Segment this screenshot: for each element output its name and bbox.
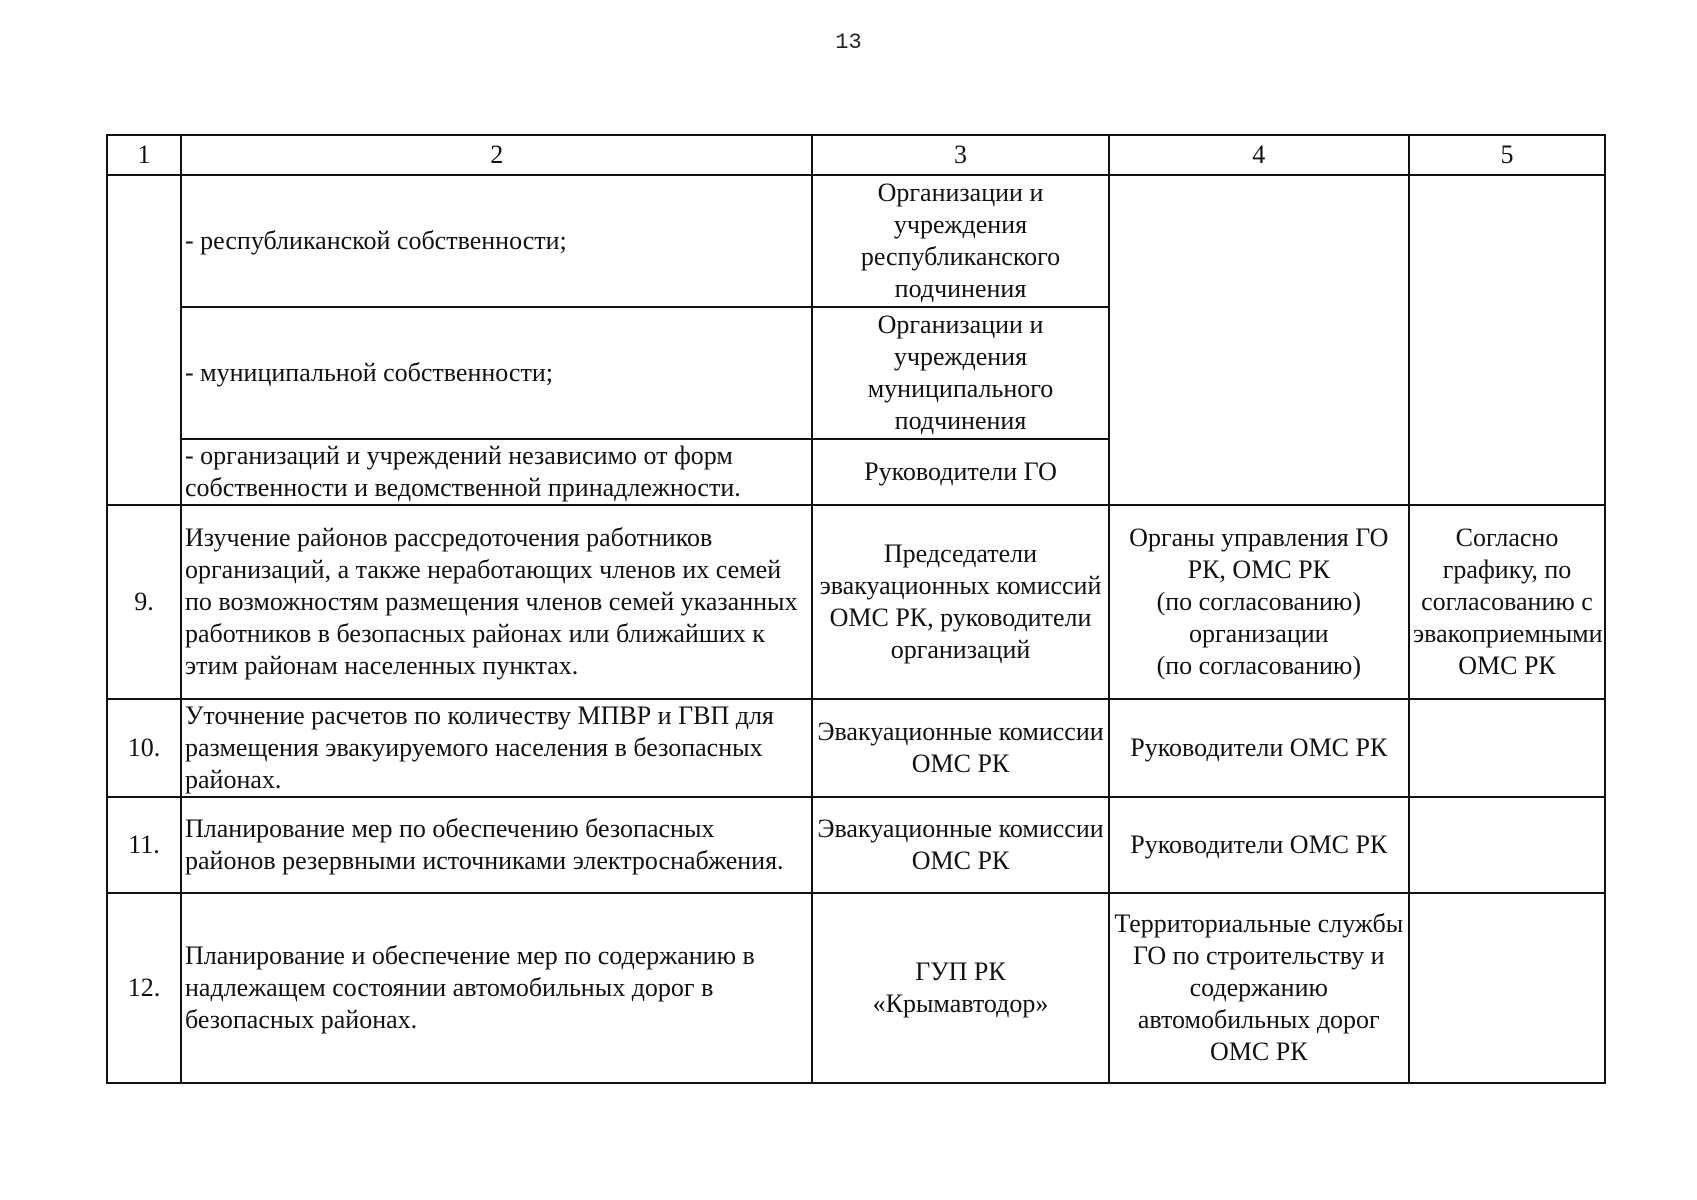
coexecutors-cell: Органы управления ГО РК, ОМС РК (по согласованию) организации (по согласованию) <box>1109 505 1409 699</box>
responsible-cell: Председатели эвакуационных комиссий ОМС РК, руководители организаций <box>812 505 1108 699</box>
task-cell: Изучение районов рассредоточения работников организаций, а также неработающих членов их семей по возможностям размещения членов семей указанных работников в безопасных районах или ближайших к этим районам населенных пунктах. <box>181 505 812 699</box>
row-number-cell: 10. <box>107 699 181 797</box>
header-col-2: 2 <box>181 135 812 175</box>
header-row <box>107 135 1605 175</box>
row-number-cell: 9. <box>107 505 181 699</box>
table-row <box>107 893 1605 1083</box>
header-col-4: 4 <box>1109 135 1409 175</box>
task-cell: Планирование и обеспечение мер по содержанию в надлежащем состоянии автомобильных дорог в безопасных районах. <box>181 893 812 1083</box>
responsible-cell: Организации и учреждения республиканского подчинения <box>812 175 1108 307</box>
header-col-5: 5 <box>1409 135 1605 175</box>
deadline-cell <box>1409 893 1605 1083</box>
task-cell: - организаций и учреждений независимо от форм собственности и ведомственной принадлежности. <box>181 439 812 505</box>
deadline-cell: Согласно графику, по согласованию с эвакоприемными ОМС РК <box>1409 505 1605 699</box>
table-row <box>107 175 1605 307</box>
task-cell: - республиканской собственности; <box>181 175 812 307</box>
coexecutors-cell: Руководители ОМС РК <box>1109 699 1409 797</box>
page-number: 13 <box>835 30 862 55</box>
task-cell: - муниципальной собственности; <box>181 307 812 439</box>
row-number-cell: 12. <box>107 893 181 1083</box>
responsible-cell: Организации и учреждения муниципального подчинения <box>812 307 1108 439</box>
row-number-cell <box>107 175 181 505</box>
responsible-cell: Эвакуационные комиссии ОМС РК <box>812 797 1108 893</box>
responsible-cell: Руководители ГО <box>812 439 1108 505</box>
deadline-cell <box>1409 699 1605 797</box>
header-col-3: 3 <box>812 135 1108 175</box>
responsible-cell: ГУП РК «Крымавтодор» <box>812 893 1108 1083</box>
coexecutors-cell: Руководители ОМС РК <box>1109 797 1409 893</box>
plan-table <box>106 134 1606 1084</box>
responsible-cell: Эвакуационные комиссии ОМС РК <box>812 699 1108 797</box>
coexecutors-cell <box>1109 175 1409 505</box>
row-number-cell: 11. <box>107 797 181 893</box>
table-row <box>107 797 1605 893</box>
task-cell: Уточнение расчетов по количеству МПВР и ГВП для размещения эвакуируемого населения в безопасных районах. <box>181 699 812 797</box>
table-row <box>107 699 1605 797</box>
header-col-1: 1 <box>107 135 181 175</box>
coexecutors-cell: Территориальные службы ГО по строительству и содержанию автомобильных дорог ОМС РК <box>1109 893 1409 1083</box>
table-row <box>107 505 1605 699</box>
deadline-cell <box>1409 175 1605 505</box>
task-cell: Планирование мер по обеспечению безопасных районов резервными источниками электроснабжения. <box>181 797 812 893</box>
deadline-cell <box>1409 797 1605 893</box>
